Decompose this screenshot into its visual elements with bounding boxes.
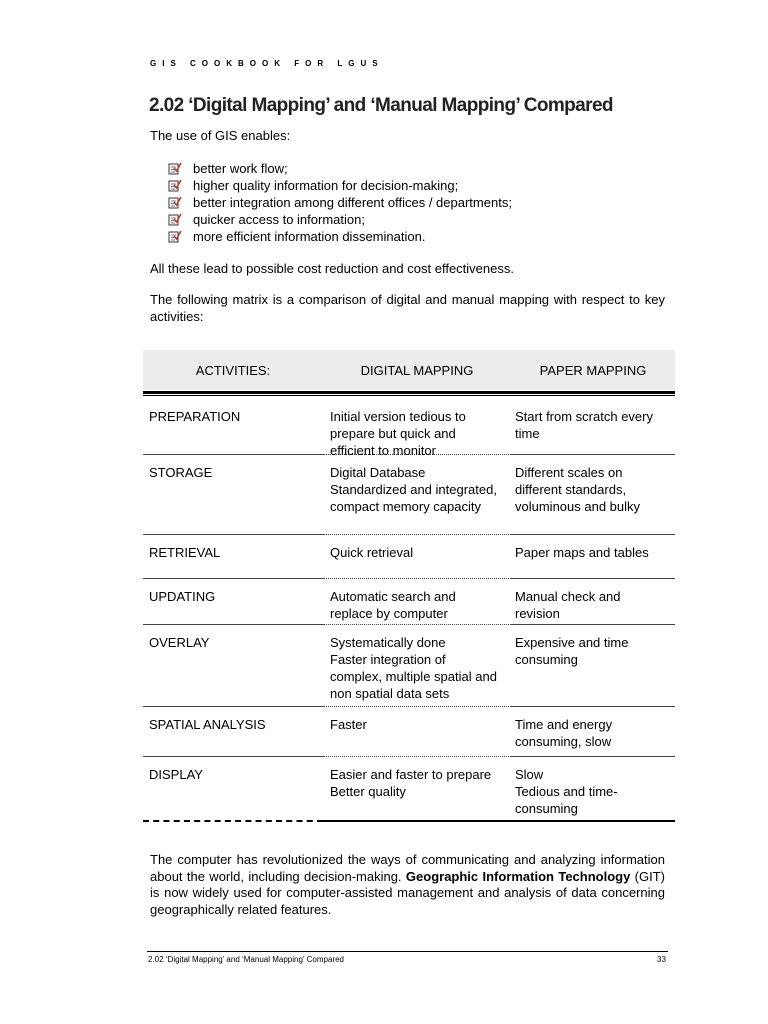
table-row — [143, 579, 675, 624]
list-item — [168, 194, 512, 211]
cell-line: Initial version tedious to — [330, 409, 466, 424]
matrix-header-row — [143, 350, 675, 390]
cell-line: Faster integration of — [330, 652, 446, 667]
cell-line: Better quality — [330, 784, 406, 799]
list-item — [168, 228, 512, 245]
activity-cell: OVERLAY — [149, 635, 210, 650]
checklist-icon — [168, 162, 182, 175]
cell-line: consuming — [515, 801, 578, 816]
digital-mapping-cell — [323, 766, 511, 820]
footer-section-title: 2.02 ‘Digital Mapping’ and ‘Manual Mapping’ Compared — [148, 955, 344, 964]
cell-line: efficient to monitor — [330, 443, 436, 458]
table-row — [143, 455, 675, 534]
cell-line: compact memory capacity — [330, 499, 481, 514]
cell-line: prepare but quick and — [330, 426, 456, 441]
digital-mapping-cell — [323, 634, 511, 706]
activity-cell: STORAGE — [149, 465, 213, 480]
digital-mapping-cell — [323, 588, 511, 624]
cell-line: Digital Database — [330, 465, 426, 480]
cell-line: Different scales on — [515, 465, 623, 480]
cell-line: time — [515, 426, 540, 441]
table-row — [143, 625, 675, 706]
list-item-text: quicker access to information; — [193, 212, 365, 227]
digital-mapping-cell — [323, 716, 511, 756]
digital-mapping-cell — [323, 408, 511, 458]
list-item — [168, 160, 512, 177]
digital-mapping-cell — [323, 464, 511, 534]
cell-line: Expensive and time — [515, 635, 629, 650]
running-header: GIS COOKBOOK FOR LGUS — [150, 59, 384, 68]
list-item — [168, 177, 512, 194]
comparison-matrix — [143, 350, 675, 822]
cell-line: Easier and faster to prepare — [330, 767, 492, 782]
paper-mapping-cell — [511, 634, 675, 706]
table-row — [143, 757, 675, 820]
activity-cell: RETRIEVAL — [149, 545, 221, 560]
checklist-icon — [168, 196, 182, 209]
git-term: Geographic Information Technology — [405, 868, 631, 884]
activity-cell: UPDATING — [149, 589, 216, 604]
git-paragraph-end: (GIT) is now widely used for computer-assisted management and analysis of data concerning geographically related features. — [150, 868, 666, 917]
activity-cell: SPATIAL ANALYSIS — [149, 717, 266, 732]
cell-line: Standardized and integrated, — [330, 482, 497, 497]
section-title: 2.02 ‘Digital Mapping’ and ‘Manual Mapping’ Compared — [149, 95, 613, 116]
cell-line: complex, multiple spatial and — [330, 669, 497, 684]
checklist-icon — [168, 179, 182, 192]
cell-line: non spatial data sets — [330, 686, 450, 701]
paper-mapping-cell — [511, 588, 675, 624]
matrix-intro-paragraph: The following matrix is a comparison of digital and manual mapping with respect to key activities: — [150, 292, 665, 324]
cell-line: Manual check and — [515, 589, 621, 604]
footer-rule — [147, 951, 668, 952]
list-item — [168, 211, 512, 228]
checklist-icon — [168, 230, 182, 243]
matrix-body — [143, 396, 675, 820]
cell-line: Paper maps and tables — [515, 545, 649, 560]
cell-line: Tedious and time- — [515, 784, 618, 799]
page-number: 33 — [657, 955, 666, 964]
intro-text: The use of GIS enables: — [150, 128, 291, 143]
paper-mapping-cell — [511, 544, 675, 578]
paper-mapping-cell — [511, 408, 675, 454]
cell-line: Quick retrieval — [330, 545, 414, 560]
table-bottom-rule — [143, 820, 675, 822]
cell-line: Slow — [515, 767, 544, 782]
digital-mapping-cell — [323, 544, 511, 578]
cell-line: consuming — [515, 652, 578, 667]
checklist-icon — [168, 213, 182, 226]
cell-line: replace by computer — [330, 606, 448, 621]
cell-line: Faster — [330, 717, 367, 732]
header-digital-mapping: DIGITAL MAPPING — [360, 362, 474, 378]
list-item-text: higher quality information for decision-making; — [193, 178, 459, 193]
git-paragraph-start: The computer has revolutionized the ways of communicating and analyzing information about the world, including decision-making. — [150, 852, 665, 884]
header-activities: ACTIVITIES: — [195, 362, 271, 378]
table-row — [143, 396, 675, 458]
activity-cell: DISPLAY — [149, 767, 203, 782]
cell-line: consuming, slow — [515, 734, 612, 749]
list-item-text: better integration among different offices / departments; — [193, 195, 512, 210]
cell-line: Automatic search and — [330, 589, 456, 604]
git-paragraph — [150, 852, 665, 918]
cell-line: revision — [515, 606, 560, 621]
activity-cell: PREPARATION — [149, 409, 241, 424]
paper-mapping-cell — [511, 464, 675, 534]
cost-paragraph: All these lead to possible cost reduction and cost effectiveness. — [150, 261, 514, 276]
table-row — [143, 535, 675, 578]
cell-line: Systematically done — [330, 635, 446, 650]
cell-line: Time and energy — [515, 717, 613, 732]
paper-mapping-cell — [511, 716, 675, 756]
cell-line: voluminous and bulky — [515, 499, 641, 514]
list-item-text: more efficient information dissemination. — [193, 229, 426, 244]
table-row — [143, 707, 675, 756]
cell-line: different standards, — [515, 482, 627, 497]
cell-line: Start from scratch every — [515, 409, 653, 424]
paper-mapping-cell — [511, 766, 675, 820]
benefits-list — [168, 160, 512, 245]
header-paper-mapping: PAPER MAPPING — [539, 362, 647, 378]
list-item-text: better work flow; — [193, 161, 288, 176]
